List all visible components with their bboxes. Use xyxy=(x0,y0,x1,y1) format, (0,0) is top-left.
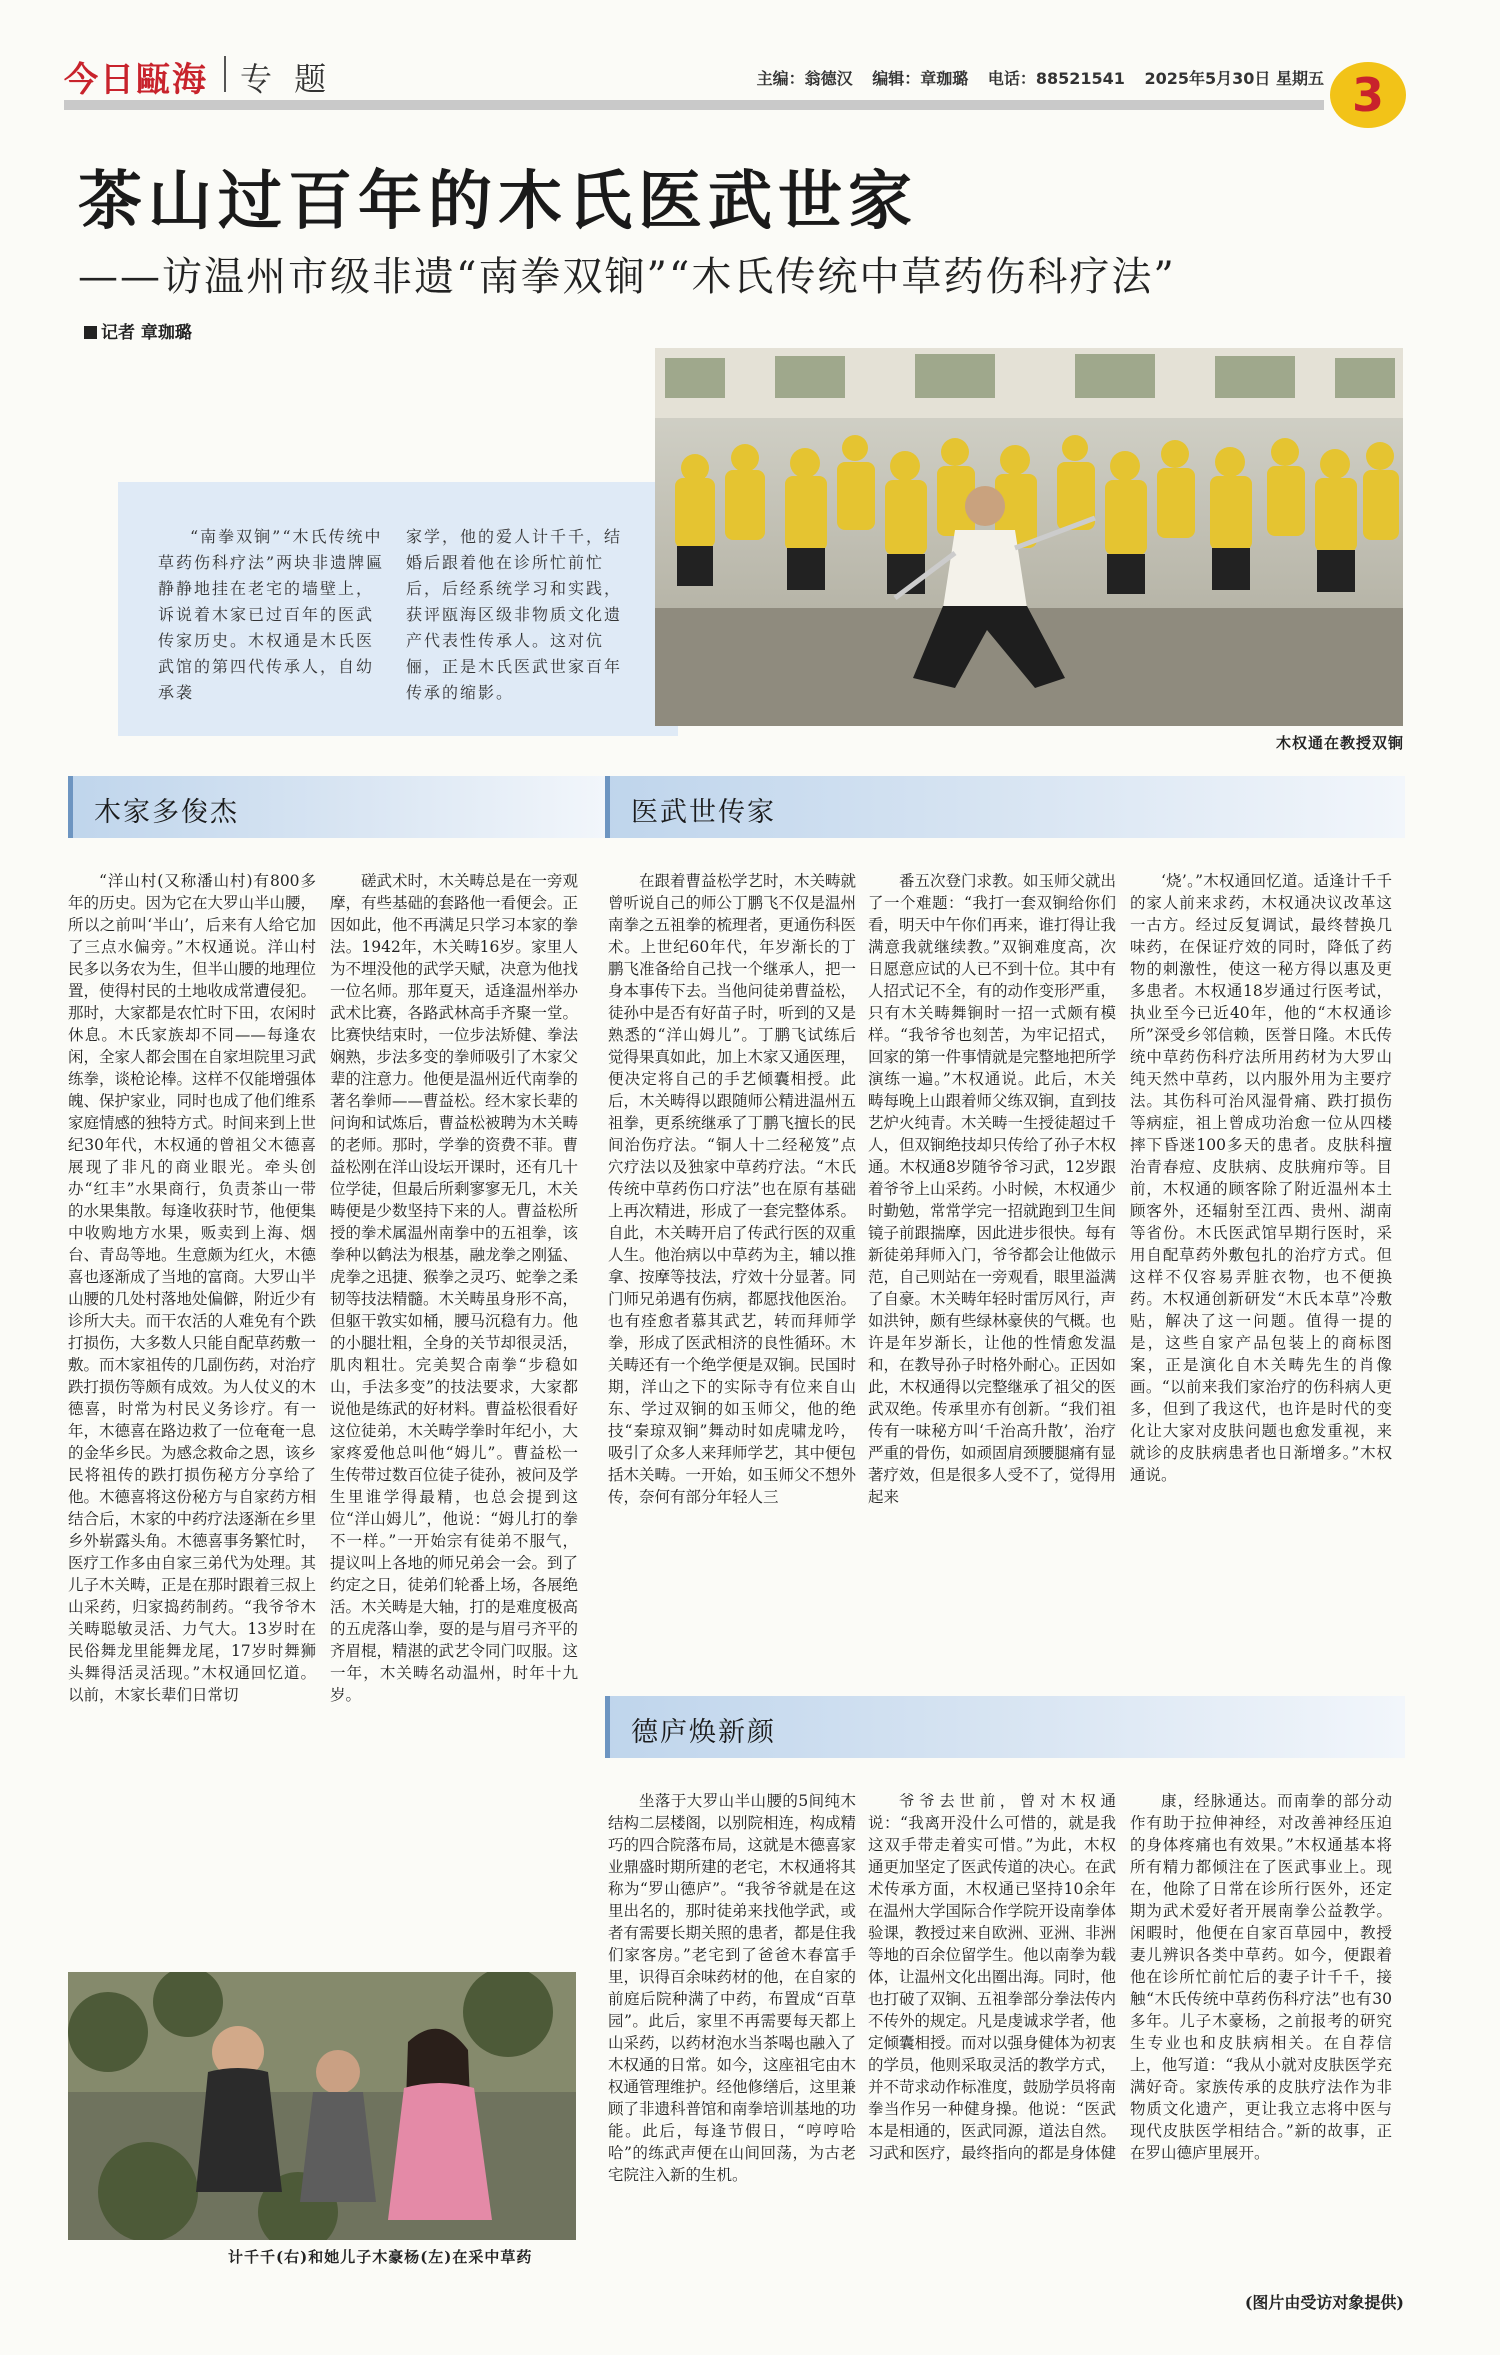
masthead-credits xyxy=(743,66,1324,89)
editor: 编辑：章珈璐 xyxy=(872,69,969,88)
square-bullet-icon xyxy=(84,326,97,339)
section-banner-1 xyxy=(68,776,608,838)
article-text-1: “洋山村(又称潘山村)有800多年的历史。因为它在大罗山半山腰，所以之前叫‘半山’，后来有人给它加了三点水偏旁。”木权通说。洋山村民多以务农为生，但半山腰的地理位置，使得村民的土地收成常遭侵犯。那时，大家都是农忙时下田，农闲时休息。木氏家族却不同——每逢农闲，全家人都会围在自家坦院里习武练拳，谈枪论棒。这样不仅能增强体魄、保护家业，同时也成了他们维系家庭情感的独特方式。时间来到上世纪30年代，木权通的曾祖父木德喜展现了非凡的商业眼光。牵头创办“红丰”水果商行，负责茶山一带的水果集散。每逢收获时节，他便集中收购地方水果，贩卖到上海、烟台、青岛等地。生意颇为红火，木德喜也逐渐成了当地的富商。大罗山半山腰的几处村落地处偏僻，附近少有诊所大夫。而干农活的人难免有个跌打损伤，大多数人只能自配草药敷一敷。而木家祖传的几副伤药，对治疗跌打损伤等颇有成效。为人仗义的木德喜，时常为村民义务诊疗。有一年，木德喜在路边救了一位奄奄一息的金华乡民。为感念救命之恩，该乡民将祖传的跌打损伤秘方分享给了他。木德喜将这份秘方与自家药方相结合后，木家的中药疗法逐渐在乡里乡外崭露头角。木德喜事务繁忙时，医疗工作多由自家三弟代为处理。其儿子木关畴，正是在那时跟着三叔上山采药，归家捣药制药。“我爷爷木关畴聪敏灵活、力气大。13岁时在民俗舞龙里能舞龙尾，17岁时舞狮头舞得活灵活现。”木权通回忆道。以前，木家长辈们日常切 xyxy=(68,872,316,1704)
article-text-6: 坐落于大罗山半山腰的5间纯木结构二层楼阁，以别院相连，构成精巧的四合院落布局，这就是木德喜家业鼎盛时期所建的老宅，木权通将其称为“罗山德庐”。“我爷爷就是在这里出名的，那时徒弟来找他学武，或者有需要长期关照的患者，都是住我们家客房。”老宅到了爸爸木春富手里，识得百余味药材的他，在自家的前庭后院种满了中药，布置成“百草园”。此后，家里不再需要每天都上山采药，以药材泡水当茶喝也融入了木权通的日常。如今，这座祖宅由木权通管理维护。经他修缮后，这里兼顾了非遗科普馆和南拳培训基地的功能。此后，每逢节假日，“哼哼哈哈”的练武声便在山间回荡，为古老宅院注入新的生机。 xyxy=(608,1792,856,2184)
photo-teaching-double-mace xyxy=(655,348,1403,726)
masthead-rule xyxy=(64,100,1324,110)
photo-credit: (图片由受访对象提供) xyxy=(1244,2293,1404,2312)
article-column-8 xyxy=(1130,1790,1392,2276)
section-title-1: 木家多俊杰 xyxy=(94,797,239,828)
article-text-7: 爷爷去世前，曾对木权通说：“我离开没什么可惜的，就是我这双手带走着实可惜。”为此，木权通更加坚定了医武传道的决心。在武术传承方面，木权通已坚持10余年在温州大学国际合作学院开设南拳体验课，教授过来自欧洲、亚洲、非洲等地的百余位留学生。他以南拳为载体，让温州文化出圈出海。同时，他也打破了双锏、五祖拳部分拳法传内不传外的规定。凡是虔诚求学者，他定倾囊相授。而对以强身健体为初衷的学员，他则采取灵活的教学方式，并不苛求动作标准度，鼓励学员将南拳当作另一种健身操。他说：“医武本是相通的，医武同源，道法自然。习武和医疗，最终指向的都是身体健 xyxy=(868,1792,1116,2162)
page-number-badge: 3 xyxy=(1330,62,1406,128)
article-text-4: 番五次登门求教。如玉师父就出了一个难题：“我打一套双锏给你们看，明天中午你们再来，谁打得让我满意我就继续教。”双锏难度高，次日愿意应试的人已不到十位。其中有人招式记不全，有的动作变形严重，只有木关畴舞锏时一招一式颇有模样。“我爷爷也刻苦，为牢记招式，回家的第一件事情就是完整地把所学演练一遍。”木权通说。此后，木关畴每晚上山跟着师父练双锏，直到技艺炉火纯青。木关畴一生授徒超过千人，但双锏绝技却只传给了孙子木权通。木权通8岁随爷爷习武，12岁跟着爷爷上山采药。小时候，木权通少时勤勉，常常学完一招就跑到卫生间镜子前跟揣摩，因此进步很快。每有新徒弟拜师入门，爷爷都会让他做示范，自己则站在一旁观看，眼里溢满了自豪。木关畴年轻时雷厉风行，声如洪钟，颇有些绿林豪侠的气概。也许是年岁渐长，让他的性情愈发温和，在教导孙子时格外耐心。正因如此，木权通得以完整继承了祖父的医武双绝。传承里亦有创新。“我们祖传有一味秘方叫‘千治高升散’，治疗严重的骨伤，如顽固肩颈腰腿痛有显著疗效，但是很多人受不了，觉得用起来 xyxy=(868,872,1116,1506)
section-banner-2 xyxy=(605,776,1405,838)
photo-caption-bottom: 计千千(右)和她儿子木豪杨(左)在采中草药 xyxy=(228,2248,533,2266)
article-column-3 xyxy=(608,870,856,1670)
newspaper-logo: 今日甌海 xyxy=(64,60,208,100)
article-column-6 xyxy=(608,1790,856,2290)
editor-chief: 主编：翁德汉 xyxy=(756,69,853,88)
byline xyxy=(84,318,192,343)
section-title-2: 医武世传家 xyxy=(631,797,776,828)
article-text-2: 磋武术时，木关畴总是在一旁观摩，有些基础的套路他一看便会。正因如此，他不再满足只学习本家的拳法。1942年，木关畴16岁。家里人为不埋没他的武学天赋，决意为他找一位名师。那年夏天，适逢温州举办武术比赛，各路武林高手齐聚一堂。比赛快结束时，一位步法矫健、拳法娴熟，步法多变的拳师吸引了木家父辈的注意力。他便是温州近代南拳的著名拳师——曹益松。经木家长辈的问询和试炼后，曹益松被聘为木关畴的老师。那时，学拳的资费不菲。曹益松刚在洋山设坛开课时，还有几十位学徒，但最后所剩寥寥无几，木关畴便是少数坚持下来的人。曹益松所授的拳术属温州南拳中的五祖拳，该拳种以鹤法为根基，融龙拳之刚猛、虎拳之迅捷、猴拳之灵巧、蛇拳之柔韧等技法精髓。木关畴虽身形不高，但躯干敦实如桶，腰马沉稳有力。他的小腿壮粗，全身的关节却很灵活，肌肉粗壮。完美契合南拳“步稳如山，手法多变”的技法要求，大家都说他是练武的好材料。曹益松很看好这位徒弟，木关畴学拳时年纪小，大家疼爱他总叫他“姆儿”。曹益松一生传带过数百位徒子徒孙，被问及学生里谁学得最精，也总会提到这位“洋山姆儿”，他说：“姆儿打的拳不一样。”一开始宗有徒弟不服气，提议叫上各地的师兄弟会一会。到了约定之日，徒弟们轮番上场，各展绝活。木关畴是大轴，打的是难度极高的五虎落山拳，耍的是与眉弓齐平的齐眉棍，精湛的武艺令同门叹服。这一年，木关畴名动温州，时年十九岁。 xyxy=(330,872,578,1704)
photo-caption-top: 木权通在教授双锏 xyxy=(1275,734,1404,752)
article-column-7 xyxy=(868,1790,1116,2290)
byline-text: 记者 章珈璐 xyxy=(101,323,192,343)
intro-col-2: 家学，他的爱人计千千，结婚后跟着他在诊所忙前忙后，后经系统学习和实践，获评瓯海区级非物质文化遗产代表性传承人。这对伉俪，正是木氏医武世家百年传承的缩影。 xyxy=(406,527,623,702)
subheadline: ——访温州市级非遗“南拳双锏”“木氏传统中草药伤科疗法” xyxy=(78,254,1176,300)
issue-date: 2025年5月30日 星期五 xyxy=(1144,69,1324,88)
intro-box xyxy=(118,482,678,736)
phone: 电话：88521541 xyxy=(987,69,1125,88)
article-column-5 xyxy=(1130,870,1392,1670)
article-column-2 xyxy=(330,870,578,1962)
section-title-3: 德庐焕新颜 xyxy=(631,1717,776,1748)
article-text-3: 在跟着曹益松学艺时，木关畴就曾听说自己的师公丁鹏飞不仅是温州南拳之五祖拳的梳理者，更通伤科医术。上世纪60年代，年岁渐长的丁鹏飞准备给自己找一个继承人，把一身本事传下去。当他问徒弟曹益松，徒孙中是否有好苗子时，听到的又是熟悉的“洋山姆儿”。丁鹏飞试练后觉得果真如此，加上木家又通医理，便决定将自己的手艺倾囊相授。此后，木关畴得以跟随师公精进温州五祖拳，更系统继承了丁鹏飞擅长的民间治伤疗法。“铜人十二经秘笈”点穴疗法以及独家中草药疗法。“木氏传统中草药伤口疗法”也在原有基础上再次精进，形成了一套完整体系。自此，木关畴开启了传武行医的双重人生。他治病以中草药为主，辅以推拿、按摩等技法，疗效十分显著。同门师兄弟遇有伤病，都愿找他医治。也有痊愈者慕其武艺，转而拜师学拳，形成了医武相济的良性循环。木关畴还有一个绝学便是双锏。民国时期，洋山之下的实际寺有位来自山东、学过双锏的如玉师父，他的绝技“秦琼双锏”舞动时如虎啸龙吟，吸引了众多人来拜师学艺，其中便包括木关畴。一开始，如玉师父不想外传，奈何有部分年轻人三 xyxy=(608,872,856,1506)
article-column-1 xyxy=(68,870,316,1962)
article-column-4 xyxy=(868,870,1116,1670)
photo-gathering-herbs xyxy=(68,1972,576,2240)
section-name: 专 题 xyxy=(240,60,333,98)
article-text-8: 康，经脉通达。而南拳的部分动作有助于拉伸神经，对改善神经压迫的身体疼痛也有效果。”木权通基本将所有精力都倾注在了医武事业上。现在，他除了日常在诊所行医外，还定期为武术爱好者开展南拳公益教学。闲暇时，他便在自家百草园中，教授妻儿辨识各类中草药。如今，便跟着他在诊所忙前忙后的妻子计千千，接触“木氏传统中草药伤科疗法”也有30多年。儿子木豪杨，之前报考的研究生专业也和皮肤病相关。在自荐信上，他写道：“我从小就对皮肤医学充满好奇。家族传承的皮肤疗法作为非物质文化遗产，更让我立志将中医与现代皮肤医学相结合。”新的故事，正在罗山德庐里展开。 xyxy=(1130,1792,1392,2162)
article-text-5: ‘烧’。”木权通回忆道。适逢计千千的家人前来求药，木权通决议改革这一古方。经过反复调试，最终替换几味药，在保证疗效的同时，降低了药物的刺激性，使这一秘方得以惠及更多患者。木权通18岁通过行医考试，执业至今已近40年，他的“木权通诊所”深受乡邻信赖，医誉日隆。木氏传统中草药伤科疗法所用药材为大罗山纯天然中草药，以内服外用为主要疗法。其伤科可治风湿骨痛、跌打损伤等病症，祖上曾成功治愈一位从四楼摔下昏迷100多天的患者。皮肤科擅治青春痘、皮肤病、皮肤痈疖等。目前，木权通的顾客除了附近温州本土顾客外，还辐射至江西、贵州、湖南等省份。木氏医武馆早期行医时，采用自配草药外敷包扎的治疗方式。但这样不仅容易弄脏衣物，也不便换药。木权通创新研发“木氏本草”冷敷贴，解决了这一问题。值得一提的是，这些自家产品包装上的商标图案，正是演化自木关畴先生的肖像画。“以前来我们家治疗的伤科病人更多，但到了我这代，也许是时代的变化让大家对皮肤问题也愈发重视，来就诊的皮肤病患者也日渐增多。”木权通说。 xyxy=(1130,872,1392,1484)
masthead xyxy=(64,52,1404,102)
intro-col-1: “南拳双锏”“木氏传统中草药伤科疗法”两块非遗牌匾静静地挂在老宅的墙壁上，诉说着木家已过百年的医武传家历史。木权通是木氏医武馆的第四代传承人，自幼承袭 xyxy=(158,527,385,702)
headline: 茶山过百年的木氏医武世家 xyxy=(78,164,918,239)
section-banner-3 xyxy=(605,1696,1405,1758)
masthead-divider xyxy=(224,56,226,92)
